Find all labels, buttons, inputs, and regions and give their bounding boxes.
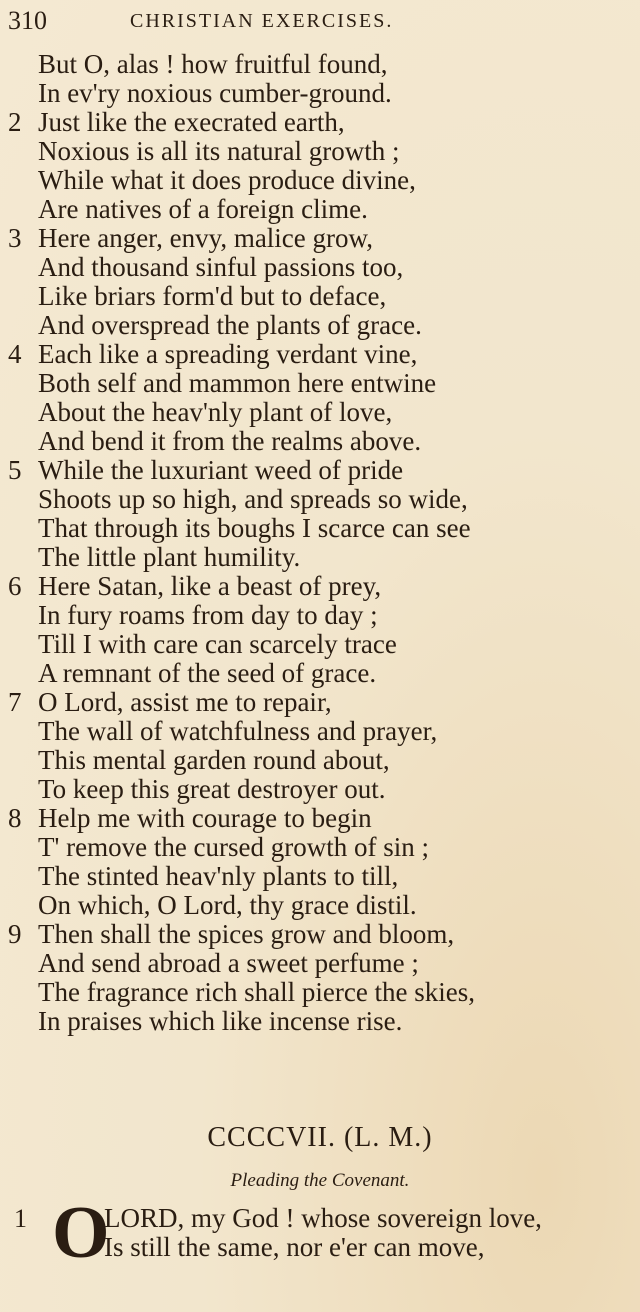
verse-line: And thousand sinful passions too, (38, 252, 404, 282)
verse-line: Help me with courage to begin (38, 803, 372, 833)
verse-line: Shoots up so high, and spreads so wide, (38, 484, 468, 514)
stanza (8, 804, 628, 920)
verse-line: And bend it from the realms above. (38, 426, 422, 456)
verse-line: To keep this great destroyer out. (38, 774, 386, 804)
verse-line: T' remove the cursed growth of sin ; (38, 832, 430, 862)
stanza (8, 920, 628, 1036)
hymn-title: CCCCVII. (L. M.) (207, 1122, 433, 1153)
stanza-number: 2 (8, 107, 22, 137)
verse-number: 1 (14, 1204, 27, 1233)
verse-line: And overspread the plants of grace. (38, 310, 422, 340)
stanza-number: 6 (8, 571, 22, 601)
verse-line: Here Satan, like a beast of prey, (38, 571, 382, 601)
verse-line: The little plant humility. (38, 542, 301, 572)
stanza (8, 50, 628, 108)
drop-cap: O (52, 1192, 110, 1274)
verse-line: A remnant of the seed of grace. (38, 658, 377, 688)
verse-line: The stinted heav'nly plants to till, (38, 861, 399, 891)
stanza (8, 572, 628, 688)
verse-line: The wall of watchfulness and prayer, (38, 716, 438, 746)
verse-line: The fragrance rich shall pierce the skies, (38, 977, 476, 1007)
verse-line: That through its boughs I scarce can see (38, 513, 471, 543)
stanza-number: 4 (8, 339, 22, 369)
page-header (8, 6, 628, 36)
verse-line: And send abroad a sweet perfume ; (38, 948, 419, 978)
verse-line: In fury roams from day to day ; (38, 600, 378, 630)
verse-line: In praises which like incense rise. (38, 1006, 403, 1036)
verse-line: Here anger, envy, malice grow, (38, 223, 374, 253)
verse-line: Noxious is all its natural growth ; (38, 136, 400, 166)
stanza-number: 5 (8, 455, 22, 485)
verse-line: While the luxuriant weed of pride (38, 455, 404, 485)
verse-line: Both self and mammon here entwine (38, 368, 437, 398)
verse-line: Like briars form'd but to deface, (38, 281, 387, 311)
verse-line: About the heav'nly plant of love, (38, 397, 393, 427)
verse-line: LORD, my God ! whose sovereign love, (104, 1203, 542, 1233)
verse-line: Till I with care can scarcely trace (38, 629, 397, 659)
stanza (8, 456, 628, 572)
verse-line: Just like the execrated earth, (38, 107, 345, 137)
stanza (8, 688, 628, 804)
verse-line: But O, alas ! how fruitful found, (38, 49, 388, 79)
verse-line: On which, O Lord, thy grace distil. (38, 890, 417, 920)
stanza (8, 224, 628, 340)
running-head: CHRISTIAN EXERCISES. (130, 10, 394, 32)
verse-line: Are natives of a foreign clime. (38, 194, 368, 224)
stanza-number: 7 (8, 687, 22, 717)
verse-line: O Lord, assist me to repair, (38, 687, 332, 717)
hymn-subtitle: Pleading the Covenant. (230, 1170, 410, 1191)
verse-line: While what it does produce divine, (38, 165, 416, 195)
page-number: 310 (8, 6, 47, 35)
verse-line: Then shall the spices grow and bloom, (38, 919, 455, 949)
stanza (8, 340, 628, 456)
verse-line: Each like a spreading verdant vine, (38, 339, 418, 369)
stanza (8, 108, 628, 224)
hymn-stanzas (8, 50, 628, 1036)
stanza-number: 8 (8, 803, 22, 833)
verse-line: In ev'ry noxious cumber-ground. (38, 78, 392, 108)
verse-line: This mental garden round about, (38, 745, 390, 775)
verse-line: Is still the same, nor e'er can move, (104, 1232, 485, 1262)
stanza-number: 3 (8, 223, 22, 253)
stanza-number: 9 (8, 919, 22, 949)
